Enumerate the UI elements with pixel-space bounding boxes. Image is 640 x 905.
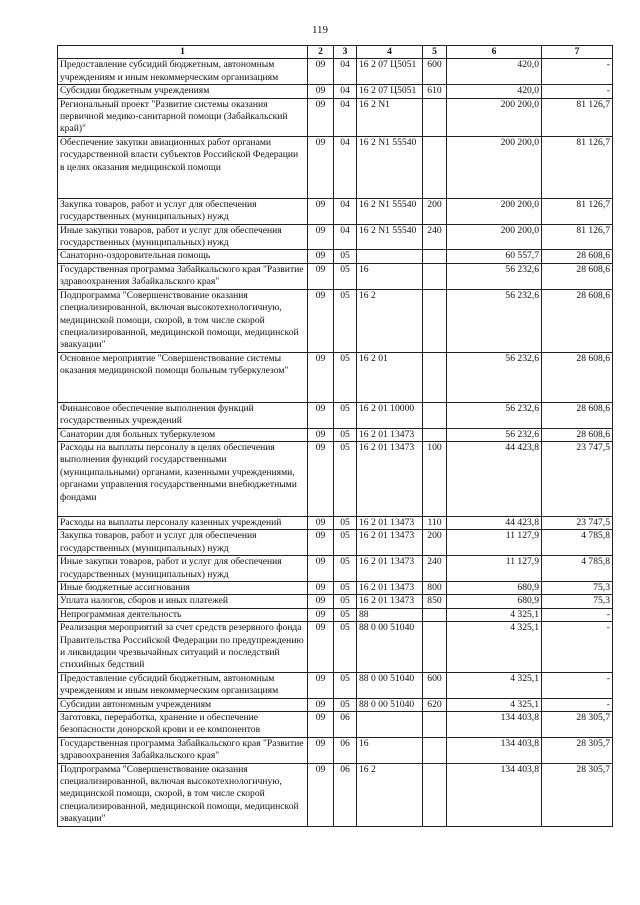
row-target-article-cell: 16 2 N1 55540 xyxy=(357,136,423,198)
row-amount-planned-cell: 11 127,9 xyxy=(447,530,542,556)
row-expense-type-cell: 240 xyxy=(423,556,447,582)
row-amount-planned-cell: 134 403,8 xyxy=(447,712,542,738)
row-name-cell: Иные закупки товаров, работ и услуг для обеспечения государственных (муниципальных) нужд xyxy=(58,556,308,582)
row-name-cell: Финансовое обеспечение выполнения функций государственных учреждений xyxy=(58,402,308,428)
row-amount-executed-cell: 81 126,7 xyxy=(542,136,613,198)
table-row xyxy=(58,85,613,98)
row-expense-type-cell xyxy=(423,737,447,763)
row-amount-planned-cell: 420,0 xyxy=(447,59,542,85)
row-name-cell: Подпрограмма "Совершенствование оказания специализированной, включая высокотехнологичную, медицинской помощи, скорой, в том числе скорой специализированной, медицинской помощи, медицинской эвакуации" xyxy=(58,289,308,352)
row-expense-type-cell xyxy=(423,98,447,136)
row-amount-executed-cell: - xyxy=(542,608,613,621)
row-section-cell: 09 xyxy=(308,698,334,711)
row-amount-executed-cell: - xyxy=(542,698,613,711)
row-name-cell: Расходы на выплаты персоналу в целях обеспечения выполнения функций государственными (муниципальными) органами, казенными учреждениями, органами управления государственными внебюджетными фондами xyxy=(58,441,308,516)
row-amount-executed-cell: 28 608,6 xyxy=(542,289,613,352)
row-name-cell: Непрограммная деятельность xyxy=(58,608,308,621)
row-name-cell: Подпрограмма "Совершенствование оказания специализированной, включая высокотехнологичную, медицинской помощи, скорой, в том числе скорой специализированной, медицинской помощи, медицинской эвакуации" xyxy=(58,763,308,826)
row-section-cell: 09 xyxy=(308,136,334,198)
row-expense-type-cell xyxy=(423,352,447,402)
table-row xyxy=(58,698,613,711)
row-section-cell: 09 xyxy=(308,250,334,263)
row-expense-type-cell xyxy=(423,622,447,673)
row-amount-executed-cell: - xyxy=(542,85,613,98)
row-expense-type-cell xyxy=(423,428,447,441)
row-amount-executed-cell: 28 608,6 xyxy=(542,402,613,428)
row-amount-planned-cell: 680,9 xyxy=(447,581,542,594)
row-expense-type-cell: 200 xyxy=(423,530,447,556)
header-row xyxy=(58,46,613,59)
row-target-article-cell: 16 2 N1 55540 xyxy=(357,198,423,224)
table-row xyxy=(58,441,613,516)
table-row xyxy=(58,672,613,698)
row-target-article-cell: 16 2 xyxy=(357,289,423,352)
row-subsection-cell: 06 xyxy=(334,763,357,826)
row-subsection-cell: 04 xyxy=(334,136,357,198)
row-amount-executed-cell: - xyxy=(542,59,613,85)
row-amount-executed-cell: 81 126,7 xyxy=(542,198,613,224)
row-amount-executed-cell: 4 785,8 xyxy=(542,530,613,556)
row-subsection-cell: 04 xyxy=(334,59,357,85)
row-amount-executed-cell: - xyxy=(542,622,613,673)
header-cell: 1 xyxy=(58,46,308,59)
row-section-cell: 09 xyxy=(308,672,334,698)
row-expense-type-cell xyxy=(423,136,447,198)
row-target-article-cell: 16 2 01 13473 xyxy=(357,428,423,441)
row-expense-type-cell: 620 xyxy=(423,698,447,711)
row-amount-planned-cell: 56 232,6 xyxy=(447,428,542,441)
row-amount-executed-cell: 28 305,7 xyxy=(542,763,613,826)
row-amount-executed-cell: 75,3 xyxy=(542,595,613,608)
row-amount-planned-cell: 56 232,6 xyxy=(447,289,542,352)
row-target-article-cell: 16 2 01 13473 xyxy=(357,441,423,516)
row-expense-type-cell: 850 xyxy=(423,595,447,608)
row-name-cell: Закупка товаров, работ и услуг для обеспечения государственных (муниципальных) нужд xyxy=(58,530,308,556)
row-subsection-cell: 04 xyxy=(334,98,357,136)
row-amount-planned-cell: 56 232,6 xyxy=(447,402,542,428)
table-row xyxy=(58,516,613,529)
row-expense-type-cell: 600 xyxy=(423,672,447,698)
table-row xyxy=(58,530,613,556)
row-amount-planned-cell: 44 423,8 xyxy=(447,441,542,516)
row-target-article-cell xyxy=(357,712,423,738)
row-subsection-cell: 05 xyxy=(334,556,357,582)
table-row xyxy=(58,622,613,673)
row-target-article-cell: 16 2 01 xyxy=(357,352,423,402)
row-section-cell: 09 xyxy=(308,198,334,224)
row-expense-type-cell: 600 xyxy=(423,59,447,85)
table-row xyxy=(58,428,613,441)
row-subsection-cell: 05 xyxy=(334,530,357,556)
row-amount-planned-cell: 680,9 xyxy=(447,595,542,608)
row-section-cell: 09 xyxy=(308,289,334,352)
row-subsection-cell: 04 xyxy=(334,198,357,224)
row-amount-planned-cell: 56 232,6 xyxy=(447,263,542,289)
row-expense-type-cell xyxy=(423,289,447,352)
row-name-cell: Заготовка, переработка, хранение и обеспечение безопасности донорской крови и ее компонентов xyxy=(58,712,308,738)
row-amount-planned-cell: 4 325,1 xyxy=(447,608,542,621)
row-section-cell: 09 xyxy=(308,530,334,556)
row-amount-planned-cell: 200 200,0 xyxy=(447,224,542,250)
row-amount-planned-cell: 11 127,9 xyxy=(447,556,542,582)
row-name-cell: Санаторно-оздоровительная помощь xyxy=(58,250,308,263)
header-cell: 2 xyxy=(308,46,334,59)
row-amount-planned-cell: 134 403,8 xyxy=(447,737,542,763)
table-row xyxy=(58,289,613,352)
row-target-article-cell: 16 2 N1 55540 xyxy=(357,224,423,250)
row-expense-type-cell: 110 xyxy=(423,516,447,529)
row-amount-executed-cell: 28 305,7 xyxy=(542,737,613,763)
row-section-cell: 09 xyxy=(308,98,334,136)
row-section-cell: 09 xyxy=(308,712,334,738)
row-amount-executed-cell: 81 126,7 xyxy=(542,224,613,250)
row-target-article-cell: 16 2 01 13473 xyxy=(357,556,423,582)
row-subsection-cell: 05 xyxy=(334,698,357,711)
row-name-cell: Предоставление субсидий бюджетным, автономным учреждениям и иным некоммерческим организациям xyxy=(58,672,308,698)
row-name-cell: Закупка товаров, работ и услуг для обеспечения государственных (муниципальных) нужд xyxy=(58,198,308,224)
header-cell: 6 xyxy=(447,46,542,59)
row-target-article-cell: 16 2 01 10000 xyxy=(357,402,423,428)
row-amount-executed-cell: 23 747,5 xyxy=(542,516,613,529)
row-subsection-cell: 05 xyxy=(334,441,357,516)
row-section-cell: 09 xyxy=(308,59,334,85)
row-amount-planned-cell: 200 200,0 xyxy=(447,136,542,198)
row-section-cell: 09 xyxy=(308,763,334,826)
row-subsection-cell: 05 xyxy=(334,516,357,529)
row-target-article-cell: 16 2 01 13473 xyxy=(357,581,423,594)
header-cell: 7 xyxy=(542,46,613,59)
row-name-cell: Уплата налогов, сборов и иных платежей xyxy=(58,595,308,608)
row-amount-executed-cell: 28 608,6 xyxy=(542,352,613,402)
row-expense-type-cell: 610 xyxy=(423,85,447,98)
table-row xyxy=(58,352,613,402)
row-expense-type-cell: 240 xyxy=(423,224,447,250)
page-number: 119 xyxy=(311,24,329,36)
row-subsection-cell: 05 xyxy=(334,428,357,441)
row-target-article-cell: 16 2 01 13473 xyxy=(357,530,423,556)
row-target-article-cell: 16 2 N1 xyxy=(357,98,423,136)
row-name-cell: Иные бюджетные ассигнования xyxy=(58,581,308,594)
row-subsection-cell: 05 xyxy=(334,608,357,621)
table-row xyxy=(58,712,613,738)
row-target-article-cell: 16 2 01 13473 xyxy=(357,595,423,608)
row-section-cell: 09 xyxy=(308,352,334,402)
row-subsection-cell: 04 xyxy=(334,85,357,98)
row-amount-planned-cell: 4 325,1 xyxy=(447,622,542,673)
row-target-article-cell: 16 2 07 Ц5051 xyxy=(357,59,423,85)
row-amount-executed-cell: 81 126,7 xyxy=(542,98,613,136)
table-row xyxy=(58,224,613,250)
row-amount-executed-cell: 28 608,6 xyxy=(542,250,613,263)
row-subsection-cell: 05 xyxy=(334,595,357,608)
table-row xyxy=(58,608,613,621)
table-row xyxy=(58,763,613,826)
table-row xyxy=(58,250,613,263)
row-target-article-cell: 16 2 xyxy=(357,763,423,826)
row-name-cell: Субсидии автономным учреждениям xyxy=(58,698,308,711)
row-name-cell: Региональный проект "Развитие системы оказания первичной медико-санитарной помощи (Забайкальский край)" xyxy=(58,98,308,136)
row-amount-planned-cell: 4 325,1 xyxy=(447,672,542,698)
row-subsection-cell: 05 xyxy=(334,581,357,594)
row-name-cell: Реализация мероприятий за счет средств резервного фонда Правительства Российской Федерации по предупреждению и ликвидации чрезвычайных ситуаций и последствий стихийных бедствий xyxy=(58,622,308,673)
row-section-cell: 09 xyxy=(308,581,334,594)
row-target-article-cell: 16 2 01 13473 xyxy=(357,516,423,529)
budget-table xyxy=(57,45,613,827)
row-amount-planned-cell: 56 232,6 xyxy=(447,352,542,402)
row-subsection-cell: 05 xyxy=(334,250,357,263)
row-section-cell: 09 xyxy=(308,516,334,529)
row-amount-planned-cell: 44 423,8 xyxy=(447,516,542,529)
row-amount-executed-cell: - xyxy=(542,672,613,698)
row-name-cell: Субсидии бюджетным учреждениям xyxy=(58,85,308,98)
row-section-cell: 09 xyxy=(308,263,334,289)
row-expense-type-cell xyxy=(423,402,447,428)
row-section-cell: 09 xyxy=(308,737,334,763)
row-target-article-cell: 88 0 00 51040 xyxy=(357,698,423,711)
table-row xyxy=(58,581,613,594)
row-section-cell: 09 xyxy=(308,595,334,608)
table-row xyxy=(58,98,613,136)
row-amount-planned-cell: 200 200,0 xyxy=(447,98,542,136)
row-expense-type-cell: 800 xyxy=(423,581,447,594)
row-section-cell: 09 xyxy=(308,608,334,621)
row-subsection-cell: 05 xyxy=(334,263,357,289)
row-target-article-cell: 16 2 07 Ц5051 xyxy=(357,85,423,98)
row-amount-executed-cell: 28 608,6 xyxy=(542,263,613,289)
row-section-cell: 09 xyxy=(308,556,334,582)
row-section-cell: 09 xyxy=(308,428,334,441)
row-name-cell: Государственная программа Забайкальского края "Развитие здравоохранения Забайкальского края" xyxy=(58,263,308,289)
row-section-cell: 09 xyxy=(308,622,334,673)
row-expense-type-cell xyxy=(423,712,447,738)
row-subsection-cell: 05 xyxy=(334,289,357,352)
header-cell: 4 xyxy=(357,46,423,59)
row-amount-executed-cell: 75,3 xyxy=(542,581,613,594)
row-expense-type-cell xyxy=(423,250,447,263)
row-section-cell: 09 xyxy=(308,85,334,98)
row-section-cell: 09 xyxy=(308,224,334,250)
row-name-cell: Расходы на выплаты персоналу казенных учреждений xyxy=(58,516,308,529)
row-name-cell: Основное мероприятие "Совершенствование системы оказания медицинской помощи больным туберкулезом" xyxy=(58,352,308,402)
table-row xyxy=(58,263,613,289)
row-subsection-cell: 05 xyxy=(334,402,357,428)
table-row xyxy=(58,136,613,198)
row-amount-planned-cell: 134 403,8 xyxy=(447,763,542,826)
row-subsection-cell: 05 xyxy=(334,622,357,673)
row-name-cell: Обеспечение закупки авиационных работ органами государственной власти субъектов Российской Федерации в целях оказания медицинской помощи xyxy=(58,136,308,198)
row-subsection-cell: 05 xyxy=(334,352,357,402)
table-row xyxy=(58,198,613,224)
row-subsection-cell: 05 xyxy=(334,672,357,698)
table-row xyxy=(58,737,613,763)
row-subsection-cell: 06 xyxy=(334,737,357,763)
row-amount-planned-cell: 4 325,1 xyxy=(447,698,542,711)
table-row xyxy=(58,402,613,428)
row-amount-planned-cell: 420,0 xyxy=(447,85,542,98)
row-name-cell: Санатории для больных туберкулезом xyxy=(58,428,308,441)
row-target-article-cell: 16 xyxy=(357,737,423,763)
row-expense-type-cell: 100 xyxy=(423,441,447,516)
row-amount-executed-cell: 28 305,7 xyxy=(542,712,613,738)
row-target-article-cell: 88 0 00 51040 xyxy=(357,622,423,673)
row-section-cell: 09 xyxy=(308,402,334,428)
header-cell: 5 xyxy=(423,46,447,59)
row-amount-planned-cell: 200 200,0 xyxy=(447,198,542,224)
row-subsection-cell: 04 xyxy=(334,224,357,250)
table-row xyxy=(58,59,613,85)
row-amount-executed-cell: 4 785,8 xyxy=(542,556,613,582)
row-expense-type-cell xyxy=(423,608,447,621)
row-amount-planned-cell: 60 557,7 xyxy=(447,250,542,263)
row-target-article-cell: 88 xyxy=(357,608,423,621)
header-cell: 3 xyxy=(334,46,357,59)
row-subsection-cell: 06 xyxy=(334,712,357,738)
row-name-cell: Государственная программа Забайкальского края "Развитие здравоохранения Забайкальского края" xyxy=(58,737,308,763)
row-expense-type-cell xyxy=(423,263,447,289)
row-name-cell: Предоставление субсидий бюджетным, автономным учреждениям и иным некоммерческим организациям xyxy=(58,59,308,85)
row-target-article-cell: 88 0 00 51040 xyxy=(357,672,423,698)
row-target-article-cell: 16 xyxy=(357,263,423,289)
row-expense-type-cell xyxy=(423,763,447,826)
row-amount-executed-cell: 23 747,5 xyxy=(542,441,613,516)
row-section-cell: 09 xyxy=(308,441,334,516)
table-row xyxy=(58,556,613,582)
row-name-cell: Иные закупки товаров, работ и услуг для обеспечения государственных (муниципальных) нужд xyxy=(58,224,308,250)
row-expense-type-cell: 200 xyxy=(423,198,447,224)
row-amount-executed-cell: 28 608,6 xyxy=(542,428,613,441)
table-row xyxy=(58,595,613,608)
row-target-article-cell xyxy=(357,250,423,263)
